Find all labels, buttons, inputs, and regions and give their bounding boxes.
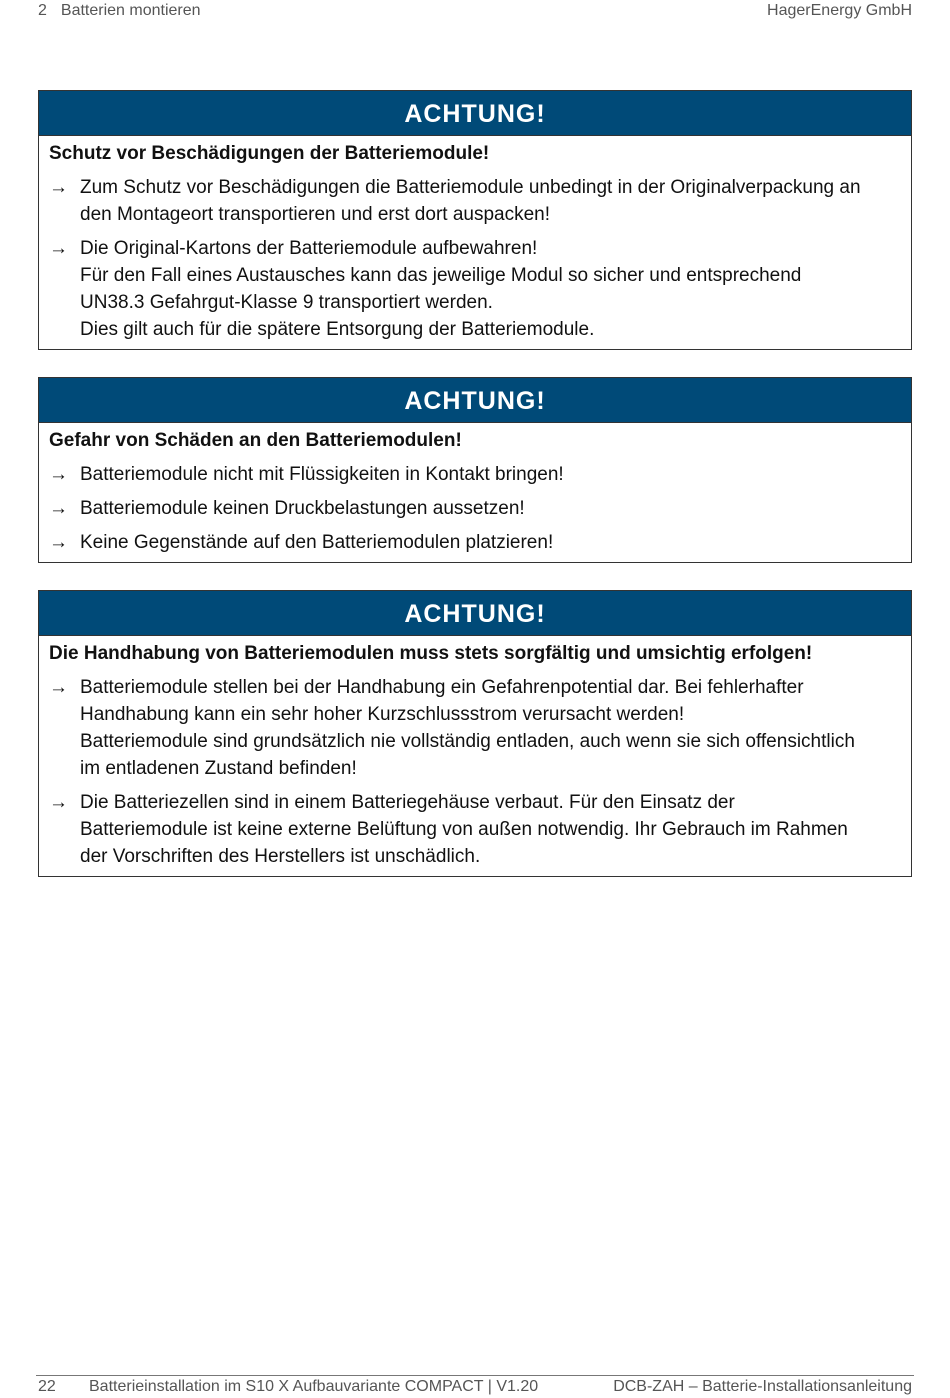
warning-notice xyxy=(38,90,912,350)
notice-text-line: Handhabung kann ein sehr hoher Kurzschlussstrom verursacht werden! xyxy=(80,704,685,725)
notice-title: Die Handhabung von Batteriemodulen muss stets sorgfältig und umsichtig erfolgen! xyxy=(49,643,813,664)
notice-heading: ACHTUNG! xyxy=(39,378,911,423)
notice-text-line: Batteriemodule ist keine externe Belüftung von außen notwendig. Ihr Gebrauch im Rahmen xyxy=(80,819,848,840)
notice-item xyxy=(49,461,901,488)
notice-item xyxy=(49,789,901,870)
page-number: 22 xyxy=(38,1378,56,1395)
footer-divider xyxy=(36,1375,914,1376)
arrow-right-icon: → xyxy=(49,792,68,813)
warning-notice xyxy=(38,590,912,877)
chapter-title: Batterien montieren xyxy=(60,2,201,19)
notice-text-line: Dies gilt auch für die spätere Entsorgung der Batteriemodule. xyxy=(80,319,595,340)
notice-text-line: Zum Schutz vor Beschädigungen die Batteriemodule unbedingt in der Originalverpackung an xyxy=(80,177,861,198)
notice-text-line: Für den Fall eines Austausches kann das jeweilige Modul so sicher und entsprechend xyxy=(80,265,802,286)
company-name: HagerEnergy GmbH xyxy=(767,2,912,19)
notice-item xyxy=(49,235,901,343)
arrow-right-icon: → xyxy=(49,498,68,519)
notice-text-line: Batteriemodule sind grundsätzlich nie vollständig entladen, auch wenn sie sich offensichtlich xyxy=(80,731,855,752)
arrow-right-icon: → xyxy=(49,238,68,259)
notice-text-line: Batteriemodule stellen bei der Handhabung ein Gefahrenpotential dar. Bei fehlerhafter xyxy=(80,677,804,698)
notice-item xyxy=(49,674,901,782)
footer-doc-title: DCB-ZAH – Batterie-Installationsanleitung xyxy=(613,1378,912,1395)
notice-title: Schutz vor Beschädigungen der Batteriemodule! xyxy=(49,143,490,164)
warning-notice xyxy=(38,377,912,563)
arrow-right-icon: → xyxy=(49,177,68,198)
notice-text-line: Batteriemodule keinen Druckbelastungen aussetzen! xyxy=(80,498,525,519)
chapter-number: 2 xyxy=(38,2,47,19)
arrow-right-icon: → xyxy=(49,532,68,553)
notice-text-line: im entladenen Zustand befinden! xyxy=(80,758,357,779)
notice-item xyxy=(49,529,901,556)
notice-text-line: UN38.3 Gefahrgut-Klasse 9 transportiert werden. xyxy=(80,292,493,313)
notice-text-line: Die Original-Kartons der Batteriemodule aufbewahren! xyxy=(80,238,538,259)
notice-item xyxy=(49,495,901,522)
footer-document: Batterieinstallation im S10 X Aufbauvariante COMPACT | V1.20 xyxy=(89,1378,539,1395)
notice-text-line: Batteriemodule nicht mit Flüssigkeiten in Kontakt bringen! xyxy=(80,464,564,485)
notice-text-line: Die Batteriezellen sind in einem Batteriegehäuse verbaut. Für den Einsatz der xyxy=(80,792,735,813)
notice-item xyxy=(49,174,901,228)
notice-heading: ACHTUNG! xyxy=(39,591,911,636)
arrow-right-icon: → xyxy=(49,677,68,698)
notice-title: Gefahr von Schäden an den Batteriemodulen! xyxy=(49,430,462,451)
arrow-right-icon: → xyxy=(49,464,68,485)
running-header-chapter xyxy=(38,2,215,20)
notice-text-line: Keine Gegenstände auf den Batteriemodulen platzieren! xyxy=(80,532,554,553)
notice-text-line: der Vorschriften des Herstellers ist unschädlich. xyxy=(80,846,481,867)
notice-heading: ACHTUNG! xyxy=(39,91,911,136)
notice-text-line: den Montageort transportieren und erst dort auspacken! xyxy=(80,204,551,225)
